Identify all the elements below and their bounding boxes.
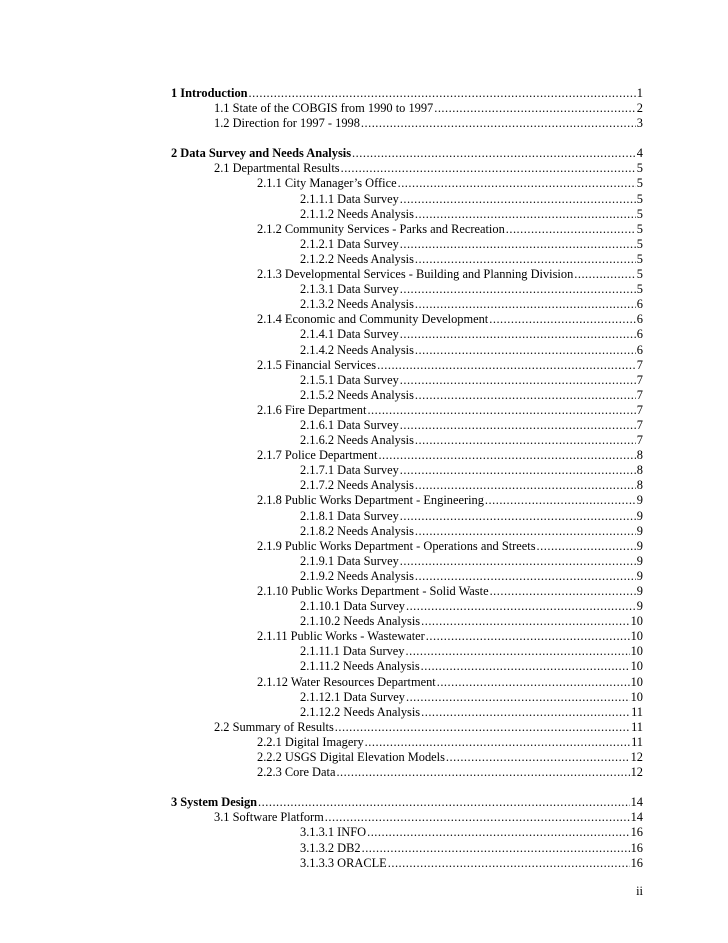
- dot-leader: [537, 539, 636, 554]
- dot-leader: [336, 765, 629, 780]
- toc-entry: [171, 810, 643, 825]
- toc-entry-title: 2.2 Summary of Results: [214, 719, 334, 734]
- dot-leader: [426, 629, 630, 644]
- toc-entry-page: 11: [631, 734, 643, 749]
- dot-leader: [415, 569, 636, 584]
- dot-leader: [415, 388, 636, 403]
- toc-entry: [171, 192, 643, 207]
- toc-entry: [171, 116, 643, 131]
- dot-leader: [434, 101, 636, 116]
- toc-entry: [171, 101, 643, 116]
- toc-entry-page: 5: [636, 267, 643, 282]
- toc-entry: [171, 720, 643, 735]
- toc-entry-title: 2.1.8 Public Works Department - Engineering: [257, 493, 484, 508]
- dot-leader: [415, 297, 636, 312]
- toc-entry-page: 7: [636, 433, 643, 448]
- toc-entry-title: 3 System Design: [171, 795, 258, 810]
- dot-leader: [400, 509, 636, 524]
- toc-entry-title: 3.1 Software Platform: [214, 810, 324, 825]
- toc-entry-page: 14: [630, 810, 643, 825]
- toc-entry-page: 5: [636, 206, 643, 221]
- toc-entry-page: 1: [636, 86, 643, 100]
- toc-entry-page: 10: [630, 614, 643, 629]
- toc-entry-page: 7: [636, 417, 643, 432]
- toc-entry-title: 2.1.4.1 Data Survey: [300, 327, 399, 342]
- toc-entry-title: 2.1.3.2 Needs Analysis: [300, 297, 414, 312]
- toc-entry-title: 2.1.1 City Manager’s Office: [257, 176, 397, 191]
- toc-entry-page: 9: [636, 568, 643, 583]
- toc-entry-title: 2.1.3 Developmental Services - Building and Planning Division: [257, 267, 574, 282]
- dot-leader: [415, 433, 636, 448]
- toc-entry-page: 6: [636, 342, 643, 357]
- dot-leader: [421, 705, 630, 720]
- toc-entry-title: 2.1.8.1 Data Survey: [300, 508, 399, 523]
- toc-entry: [171, 463, 643, 478]
- toc-entry: [171, 629, 643, 644]
- toc-entry: [171, 735, 643, 750]
- dot-leader: [398, 176, 636, 191]
- toc-entry-title: 2.1.11.1 Data Survey: [300, 644, 405, 659]
- toc-entry-title: 2.1.4 Economic and Community Development: [257, 312, 489, 327]
- toc-entry: [171, 312, 643, 327]
- toc-entry: [171, 222, 643, 237]
- toc-entry-page: 5: [636, 251, 643, 266]
- toc-entry: [171, 388, 643, 403]
- toc-entry-title: 2.1.7 Police Department: [257, 448, 378, 463]
- toc-entry: [171, 841, 643, 856]
- toc-entry: [171, 297, 643, 312]
- toc-entry-title: 2.1.2 Community Services - Parks and Recreation: [257, 221, 505, 236]
- toc-entry: [171, 358, 643, 373]
- dot-leader: [352, 146, 636, 161]
- toc-entry-page: 5: [636, 191, 643, 206]
- toc-entry-title: 2.1 Departmental Results: [214, 161, 340, 176]
- toc-entry-page: 5: [636, 161, 643, 176]
- toc-entry: [171, 343, 643, 358]
- toc-entry-title: 2.1.10.2 Needs Analysis: [300, 614, 421, 629]
- toc-entry: [171, 478, 643, 493]
- toc-entry-page: 7: [636, 357, 643, 372]
- dot-leader: [415, 524, 636, 539]
- toc-entry: [171, 403, 643, 418]
- dot-leader: [415, 343, 636, 358]
- toc-entry-title: 2.2.1 Digital Imagery: [257, 734, 364, 749]
- toc-entry: [171, 584, 643, 599]
- dot-leader: [489, 312, 636, 327]
- dot-leader: [400, 327, 636, 342]
- toc-entry: [171, 237, 643, 252]
- dot-leader: [362, 841, 630, 856]
- toc-entry-title: 2.1.7.2 Needs Analysis: [300, 478, 414, 493]
- dot-leader: [574, 267, 636, 282]
- toc-entry-title: 2.1.2.2 Needs Analysis: [300, 251, 414, 266]
- toc-entry-page: 7: [636, 387, 643, 402]
- toc-entry-title: 2.1.5.2 Needs Analysis: [300, 387, 414, 402]
- toc-entry: [171, 599, 643, 614]
- dot-leader: [421, 659, 630, 674]
- toc-entry-page: 6: [636, 312, 643, 327]
- toc-entry-page: 3: [636, 116, 643, 131]
- toc-entry-title: 1.1 State of the COBGIS from 1990 to 1997: [214, 101, 434, 116]
- dot-leader: [365, 735, 630, 750]
- toc-entry-page: 10: [630, 674, 643, 689]
- toc-entry-page: 5: [636, 221, 643, 236]
- toc-entry-title: 2.1.2.1 Data Survey: [300, 236, 399, 251]
- toc-entry-title: 2 Data Survey and Needs Analysis: [171, 146, 352, 161]
- dot-leader: [378, 448, 635, 463]
- dot-leader: [406, 599, 636, 614]
- toc-entry-page: 16: [630, 855, 643, 870]
- dot-leader: [367, 403, 635, 418]
- dot-leader: [361, 116, 636, 131]
- toc-entry-title: 2.1.5 Financial Services: [257, 357, 377, 372]
- toc-entry-page: 10: [630, 629, 643, 644]
- toc-entry-title: 3.1.3.3 ORACLE: [300, 855, 387, 870]
- toc-entry-page: 2: [636, 101, 643, 116]
- dot-leader: [437, 675, 630, 690]
- toc-entry: [171, 524, 643, 539]
- dot-leader: [400, 463, 636, 478]
- toc-entry: [171, 161, 643, 176]
- toc-entry-page: 16: [630, 825, 643, 840]
- toc-entry-title: 2.1.9 Public Works Department - Operations and Streets: [257, 538, 536, 553]
- toc-entry-title: 2.1.6.1 Data Survey: [300, 417, 399, 432]
- toc-entry: [171, 659, 643, 674]
- toc-entry: [171, 373, 643, 388]
- dot-leader: [400, 554, 636, 569]
- toc-entry: [171, 856, 643, 871]
- dot-leader: [490, 584, 636, 599]
- toc-entry: [171, 539, 643, 554]
- toc-entry: [171, 252, 643, 267]
- toc-entry: [171, 176, 643, 191]
- toc-entry: [171, 614, 643, 629]
- toc-entry-page: 9: [636, 523, 643, 538]
- toc-entry: [171, 675, 643, 690]
- toc-entry-page: 8: [636, 478, 643, 493]
- dot-leader: [400, 418, 636, 433]
- toc-entry-page: 6: [636, 327, 643, 342]
- toc-entry-page: 11: [631, 719, 643, 734]
- toc-entry: [171, 282, 643, 297]
- toc-entry-title: 2.1.11.2 Needs Analysis: [300, 659, 420, 674]
- toc-entry-title: 2.2.2 USGS Digital Elevation Models: [257, 750, 445, 765]
- toc-entry-title: 2.1.3.1 Data Survey: [300, 282, 399, 297]
- toc-entry-title: 2.2.3 Core Data: [257, 765, 336, 780]
- toc-entry-title: 2.1.12 Water Resources Department: [257, 674, 436, 689]
- toc-entry-title: 1.2 Direction for 1997 - 1998: [214, 116, 360, 131]
- toc-entry-page: 8: [636, 448, 643, 463]
- toc-entry: [171, 86, 643, 101]
- toc-entry: [171, 433, 643, 448]
- toc-entry-page: 9: [636, 584, 643, 598]
- dot-leader: [400, 373, 636, 388]
- toc-entry: [171, 554, 643, 569]
- toc-entry-page: 8: [636, 463, 643, 478]
- table-of-contents: [171, 86, 643, 871]
- dot-leader: [415, 207, 636, 222]
- toc-entry-title: 2.1.10 Public Works Department - Solid Waste: [257, 584, 489, 598]
- dot-leader: [406, 690, 630, 705]
- toc-entry: [171, 644, 643, 659]
- dot-leader: [388, 856, 630, 871]
- toc-entry: [171, 418, 643, 433]
- dot-leader: [485, 493, 636, 508]
- toc-entry-title: 2.1.6.2 Needs Analysis: [300, 433, 414, 448]
- toc-entry-title: 2.1.11 Public Works - Wastewater: [257, 629, 425, 644]
- toc-entry-page: 12: [630, 750, 643, 765]
- toc-entry-title: 2.1.7.1 Data Survey: [300, 463, 399, 478]
- toc-entry-page: 12: [630, 765, 643, 780]
- toc-entry: [171, 327, 643, 342]
- toc-entry-title: 2.1.9.1 Data Survey: [300, 553, 399, 568]
- toc-entry-title: 2.1.4.2 Needs Analysis: [300, 342, 414, 357]
- dot-leader: [258, 795, 630, 810]
- toc-entry-page: 10: [630, 644, 643, 659]
- toc-entry-title: 2.1.6 Fire Department: [257, 402, 367, 417]
- toc-entry-page: 9: [636, 538, 643, 553]
- dot-leader: [506, 222, 636, 237]
- page-number: ii: [636, 884, 643, 898]
- toc-entry: [171, 448, 643, 463]
- toc-entry-title: 3.1.3.1 INFO: [300, 825, 367, 840]
- toc-entry-title: 1 Introduction: [171, 86, 248, 100]
- toc-entry: [171, 825, 643, 840]
- toc-entry: [171, 509, 643, 524]
- toc-entry-title: 2.1.12.1 Data Survey: [300, 689, 405, 704]
- toc-entry-page: 9: [636, 508, 643, 523]
- dot-leader: [367, 825, 630, 840]
- toc-entry-page: 9: [636, 553, 643, 568]
- dot-leader: [400, 192, 636, 207]
- dot-leader: [415, 478, 636, 493]
- toc-entry: [171, 705, 643, 720]
- dot-leader: [400, 237, 636, 252]
- toc-entry-page: 14: [630, 795, 643, 810]
- toc-entry: [171, 267, 643, 282]
- dot-leader: [335, 720, 630, 735]
- toc-entry-page: 6: [636, 297, 643, 312]
- toc-entry-title: 2.1.1.1 Data Survey: [300, 191, 399, 206]
- toc-entry-page: 7: [636, 402, 643, 417]
- toc-entry-title: 3.1.3.2 DB2: [300, 840, 361, 855]
- toc-entry: [171, 765, 643, 780]
- toc-entry-title: 2.1.10.1 Data Survey: [300, 599, 405, 614]
- toc-entry-page: 4: [636, 146, 643, 161]
- toc-entry: [171, 207, 643, 222]
- dot-leader: [341, 161, 636, 176]
- toc-entry-page: 7: [636, 372, 643, 387]
- toc-entry: [171, 493, 643, 508]
- toc-entry-page: 16: [630, 840, 643, 855]
- toc-entry-page: 10: [630, 659, 643, 674]
- toc-entry-page: 11: [631, 704, 643, 719]
- toc-entry: [171, 146, 643, 161]
- toc-entry-title: 2.1.12.2 Needs Analysis: [300, 704, 421, 719]
- toc-entry-page: 9: [636, 599, 643, 614]
- toc-entry: [171, 569, 643, 584]
- dot-leader: [400, 282, 636, 297]
- toc-entry-page: 9: [636, 493, 643, 508]
- dot-leader: [446, 750, 630, 765]
- dot-leader: [377, 358, 636, 373]
- toc-entry-page: 10: [630, 689, 643, 704]
- toc-entry: [171, 690, 643, 705]
- dot-leader: [415, 252, 636, 267]
- dot-leader: [421, 614, 629, 629]
- dot-leader: [406, 644, 630, 659]
- toc-entry-title: 2.1.8.2 Needs Analysis: [300, 523, 414, 538]
- toc-entry-title: 2.1.9.2 Needs Analysis: [300, 568, 414, 583]
- toc-entry: [171, 750, 643, 765]
- toc-entry: [171, 795, 643, 810]
- toc-entry-page: 5: [636, 176, 643, 191]
- dot-leader: [249, 86, 636, 101]
- toc-entry-title: 2.1.1.2 Needs Analysis: [300, 206, 414, 221]
- toc-entry-page: 5: [636, 282, 643, 297]
- toc-entry-page: 5: [636, 236, 643, 251]
- dot-leader: [325, 810, 630, 825]
- toc-entry-title: 2.1.5.1 Data Survey: [300, 372, 399, 387]
